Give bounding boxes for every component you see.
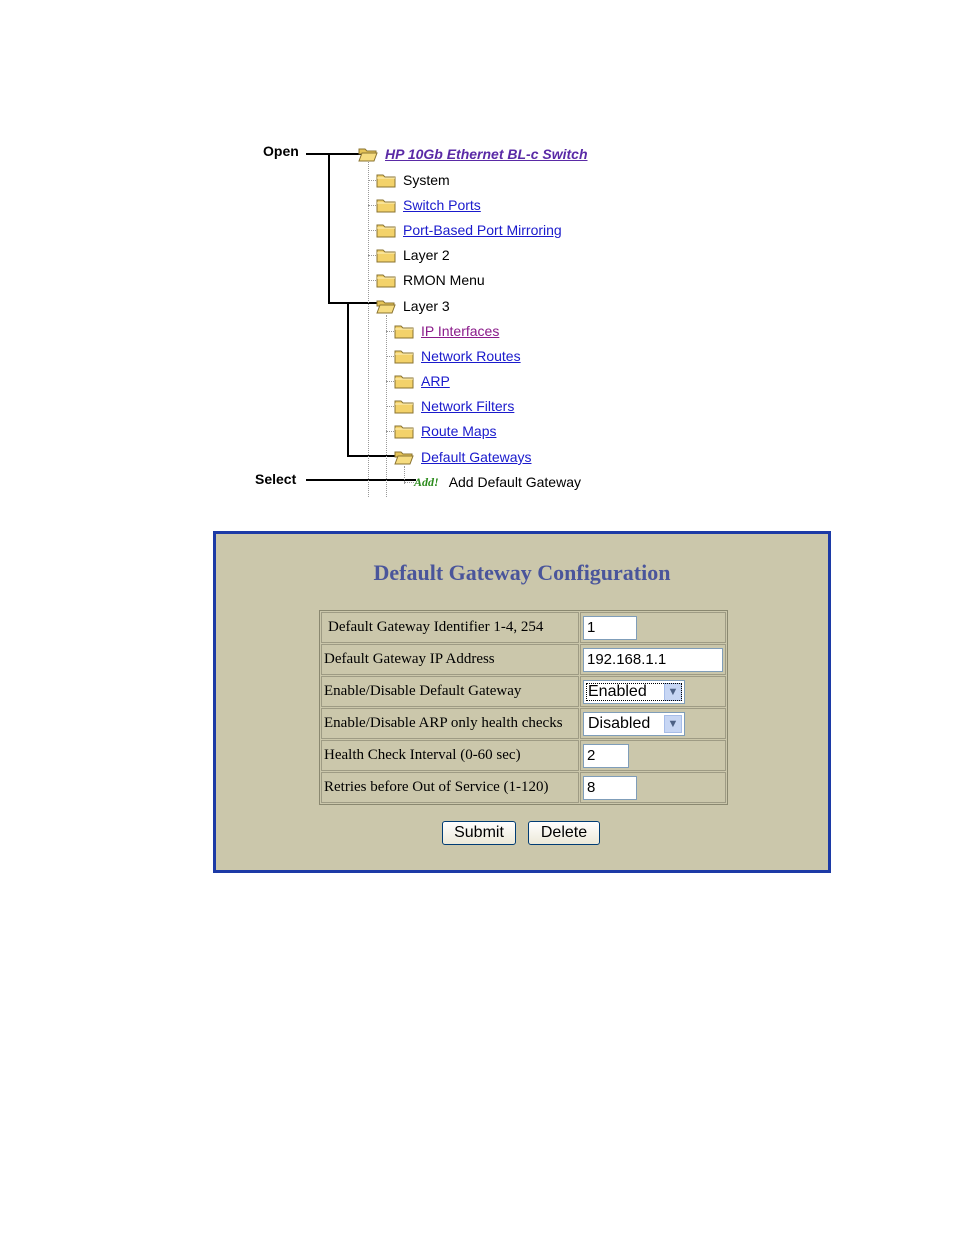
tree-item-label[interactable]: IP Interfaces [421,323,500,339]
row-label: Health Check Interval (0-60 sec) [321,740,579,771]
tree-guide-h [386,431,394,432]
tree-item-label[interactable]: ARP [421,373,450,389]
row-value [580,708,726,739]
open-bracket-vertical [328,153,330,303]
tree-guide-v1 [368,162,369,497]
tree-item-label[interactable]: Network Routes [421,348,521,364]
tree-item-label[interactable]: Port-Based Port Mirroring [403,222,562,238]
folder-open-icon [358,146,378,162]
row-value [580,676,726,707]
folder-icon [394,423,414,439]
table-row [321,708,726,739]
table-row [321,772,726,803]
select-callout: Select [255,471,297,487]
default-gateway-panel [213,531,831,873]
tree-item-add-default-gateway[interactable] [414,472,581,492]
tree-guide-h [404,482,414,483]
tree-item-label[interactable]: Layer 2 [403,247,450,263]
tree-guide-h [386,356,394,357]
bracket-to-default-gateways [347,455,395,457]
table-row [321,612,726,643]
tree-item-network-routes[interactable] [394,346,521,366]
folder-icon [394,348,414,364]
tree-item-label[interactable]: Default Gateways [421,449,532,465]
tree-item-network-filters[interactable] [394,396,514,416]
health-check-interval-input[interactable]: 2 [583,744,629,768]
tree-item-default-gateways[interactable] [394,447,532,467]
config-table [319,610,728,805]
open-callout-line [306,153,361,155]
tree-item-label[interactable]: Route Maps [421,423,497,439]
delete-button[interactable]: Delete [528,821,600,845]
tree-root[interactable] [358,144,588,164]
arp-health-check-select[interactable]: Disabled ▼ [583,712,685,736]
tree-item-ip-interfaces[interactable] [394,321,499,341]
tree-item-label[interactable]: Network Filters [421,398,515,414]
row-label: Default Gateway IP Address [321,644,579,675]
tree-item-switch-ports[interactable] [376,195,481,215]
row-value [580,644,726,675]
tree-item-rmon-menu[interactable] [376,270,485,290]
tree-item-label[interactable]: RMON Menu [403,272,485,288]
folder-open-icon [394,449,414,465]
row-value [580,612,726,643]
tree-item-system[interactable] [376,170,450,190]
tree-root-label[interactable]: HP 10Gb Ethernet BL-c Switch [385,146,588,162]
table-row [321,676,726,707]
tree-guide-h [386,406,394,407]
tree-item-arp[interactable] [394,371,450,391]
folder-icon [376,172,396,188]
tree-guide-h [368,255,376,256]
folder-icon [376,272,396,288]
retries-input[interactable]: 8 [583,776,637,800]
tree-item-route-maps[interactable] [394,421,496,441]
add-badge-icon: Add! [414,474,439,489]
row-label: Enable/Disable ARP only health checks [321,708,579,739]
chevron-down-icon[interactable]: ▼ [664,683,682,701]
tree-item-label[interactable]: System [403,172,450,188]
layer3-bracket-down [347,302,349,457]
gateway-enable-select[interactable]: Enabled ▼ [583,680,685,704]
gateway-id-input[interactable]: 1 [583,616,637,640]
row-label: Retries before Out of Service (1-120) [321,772,579,803]
tree-guide-h [368,205,376,206]
row-value [580,772,726,803]
table-row [321,644,726,675]
tree-item-layer2[interactable] [376,245,450,265]
tree-guide-h [368,180,376,181]
gateway-ip-input[interactable]: 192.168.1.1 [583,648,723,672]
tree-item-label[interactable]: Layer 3 [403,298,450,314]
row-value [580,740,726,771]
tree-item-layer3[interactable] [376,296,450,316]
folder-icon [394,323,414,339]
tree-item-label[interactable]: Switch Ports [403,197,481,213]
folder-icon [376,247,396,263]
folder-icon [376,197,396,213]
table-row [321,740,726,771]
row-label: Enable/Disable Default Gateway [321,676,579,707]
tree-item-port-mirroring[interactable] [376,220,562,240]
tree-guide-h [386,381,394,382]
submit-button[interactable]: Submit [442,821,516,845]
folder-icon [376,222,396,238]
open-bracket-to-layer3 [328,302,378,304]
tree-guide-h [368,230,376,231]
folder-icon [394,398,414,414]
tree-item-label[interactable]: Add Default Gateway [448,474,581,490]
tree-guide-h [386,331,394,332]
chevron-down-icon[interactable]: ▼ [664,715,682,733]
page-title: Default Gateway Configuration [373,560,671,585]
row-label: Default Gateway Identifier 1-4, 254 [321,612,579,643]
tree-guide-h [368,280,376,281]
open-callout: Open [263,143,299,159]
folder-open-icon [376,298,396,314]
select-callout-line [306,479,416,481]
folder-icon [394,373,414,389]
